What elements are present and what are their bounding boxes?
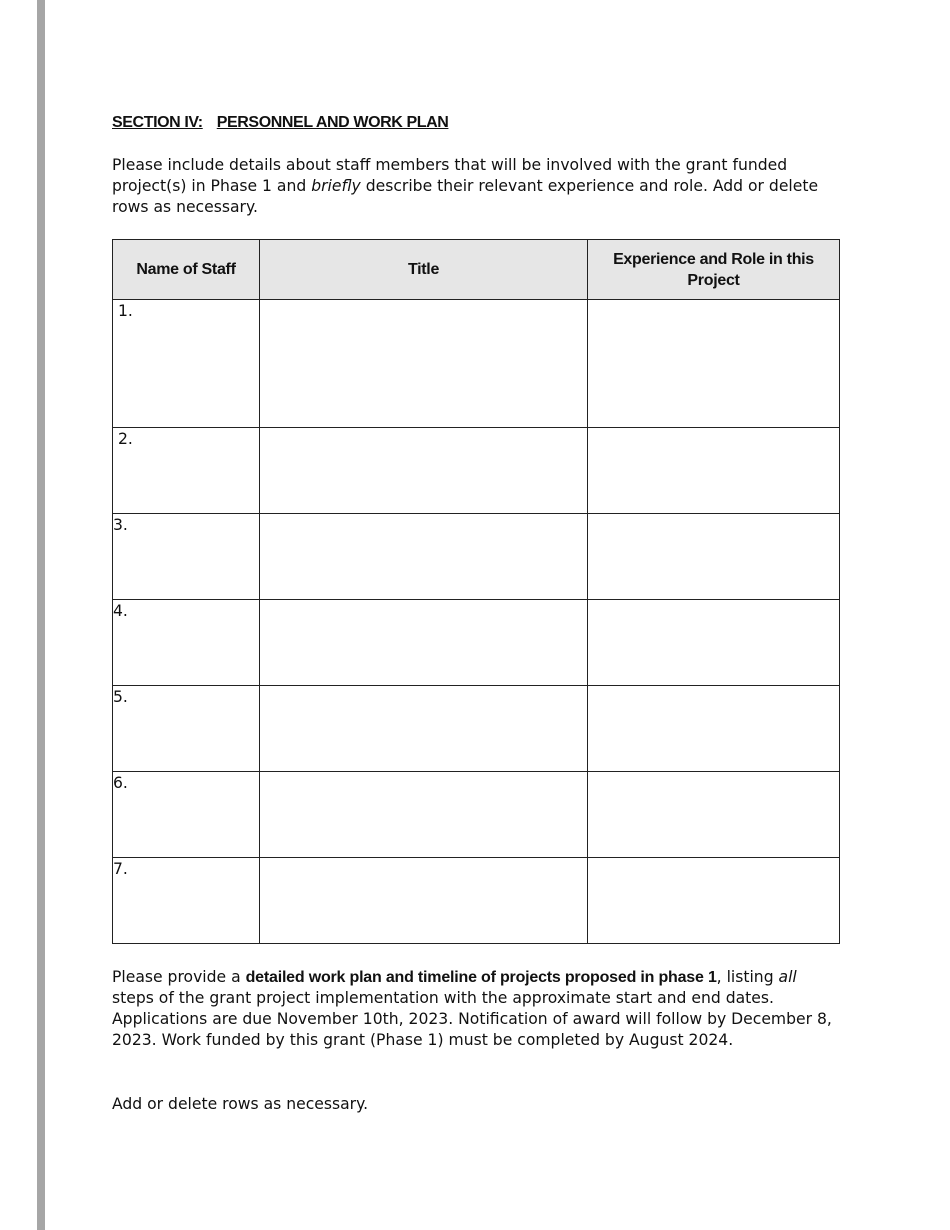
page-margin-bar — [37, 0, 45, 1230]
row-number: 6. — [113, 774, 128, 792]
work-plan-emphasis: all — [778, 968, 797, 986]
cell-name-of-staff[interactable] — [113, 772, 260, 858]
cell-name-of-staff[interactable] — [113, 858, 260, 944]
intro-text-2: describe their relevant experience and role. Add or delete rows as necessary. — [112, 177, 819, 216]
header-name-of-staff: Name of Staff — [113, 240, 260, 300]
work-plan-bold: detailed work plan and timeline of projects proposed in phase 1 — [245, 969, 717, 986]
row-number: 2. — [118, 430, 133, 448]
table-row — [113, 428, 840, 514]
cell-experience-role[interactable] — [588, 300, 840, 428]
work-plan-text-3: steps of the grant project implementation with the approximate start and end dates. Applications are due November 10th, 2023. Notification of award will follow by December 8, 2023. Work funded by this grant (Phase 1) must be completed by August 2024. — [112, 989, 832, 1049]
cell-title[interactable] — [260, 686, 588, 772]
row-number: 3. — [113, 516, 128, 534]
staff-table-header — [113, 240, 840, 300]
header-title: Title — [260, 240, 588, 300]
staff-table — [112, 239, 840, 944]
cell-name-of-staff[interactable] — [113, 428, 260, 514]
row-number: 7. — [113, 860, 128, 878]
cell-experience-role[interactable] — [588, 600, 840, 686]
table-row — [113, 772, 840, 858]
cell-name-of-staff[interactable] — [113, 600, 260, 686]
table-row — [113, 600, 840, 686]
cell-title[interactable] — [260, 772, 588, 858]
cell-title[interactable] — [260, 300, 588, 428]
cell-title[interactable] — [260, 858, 588, 944]
table-row — [113, 514, 840, 600]
cell-experience-role[interactable] — [588, 772, 840, 858]
cell-name-of-staff[interactable] — [113, 300, 260, 428]
work-plan-text-2: , listing — [716, 968, 779, 986]
work-plan-text-1: Please provide a — [112, 968, 246, 986]
table-row — [113, 858, 840, 944]
cell-experience-role[interactable] — [588, 686, 840, 772]
intro-emphasis: briefly — [311, 177, 361, 195]
intro-text-1: Please include details about staff members that will be involved with the grant funded project(s) in Phase 1 and — [112, 156, 788, 195]
section-number: SECTION IV: — [112, 114, 203, 131]
row-number: 5. — [113, 688, 128, 706]
section-title: PERSONNEL AND WORK PLAN — [216, 114, 449, 131]
section-heading — [112, 114, 448, 132]
cell-title[interactable] — [260, 600, 588, 686]
cell-experience-role[interactable] — [588, 514, 840, 600]
table-row — [113, 300, 840, 428]
cell-name-of-staff[interactable] — [113, 686, 260, 772]
cell-name-of-staff[interactable] — [113, 514, 260, 600]
work-plan-paragraph — [112, 967, 834, 1051]
table-row — [113, 686, 840, 772]
cell-title[interactable] — [260, 514, 588, 600]
cell-experience-role[interactable] — [588, 428, 840, 514]
cell-experience-role[interactable] — [588, 858, 840, 944]
header-experience-role: Experience and Role in this Project — [588, 240, 840, 300]
row-number: 4. — [113, 602, 128, 620]
cell-title[interactable] — [260, 428, 588, 514]
intro-paragraph — [112, 155, 832, 218]
add-delete-note: Add or delete rows as necessary. — [112, 1095, 369, 1113]
row-number: 1. — [118, 302, 133, 320]
